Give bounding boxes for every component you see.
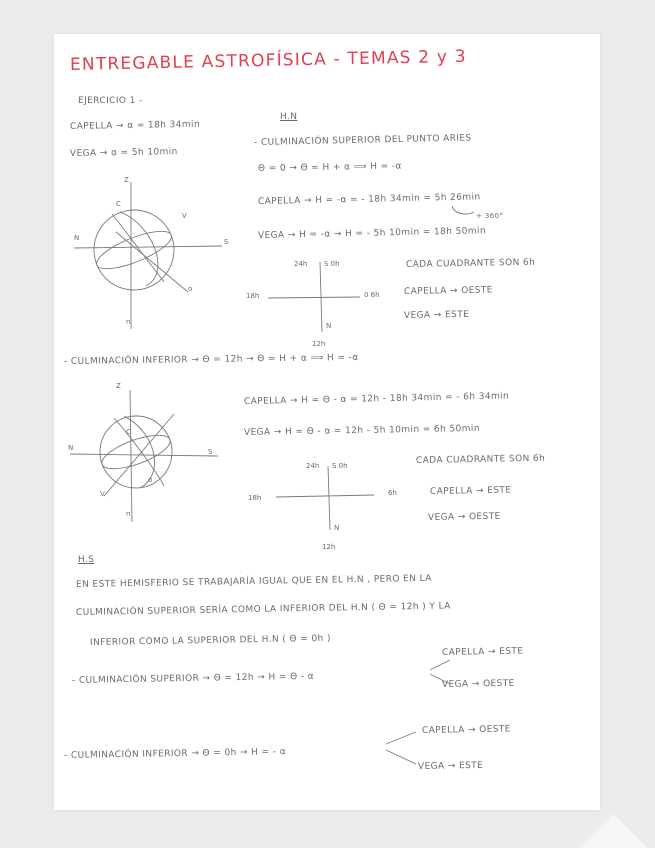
lower-culmination: - CULMINACIÓN INFERIOR → Θ = 12h → Θ = H + α ⟹ H = -α [63,352,359,367]
celestial-sphere-lower [68,382,218,522]
page-title: ENTREGABLE ASTROFÍSICA - TEMAS 2 y 3 [69,46,467,75]
axes-left-label: 18h [246,292,260,300]
observer-label: o [188,285,193,293]
axes2-left-label: 18h [248,494,262,502]
lower-quadrant-note: CADA CUADRANTE SON 6h [415,453,546,466]
branch-arrows-lower [386,732,416,764]
axes-top-label: 24h [294,260,308,268]
capella-label-2: C [126,428,131,436]
hs-paragraph-line-2: CULMINACIÓN SUPERIOR SERÍA COMO LA INFERIOR DEL H.N ( Θ = 12h ) Y LA [75,601,451,618]
vega-label-2: V [100,490,105,498]
upper-capella-direction: CAPELLA → OESTE [403,285,493,297]
axes2-bottom-n-label: N [334,524,340,532]
north-label: N [74,234,80,242]
axes-top-right-label: S 0h [324,260,340,268]
axes-bottom-n-label: N [326,322,332,330]
upper-plus-360: + 360° [476,212,504,220]
axes2-right-label: 6h [388,489,397,497]
branch-arrows-upper [430,660,450,684]
hs-lower-vega: VEGA → ESTE [417,760,484,772]
hn-heading: H.N [280,112,298,122]
south-label-2: S [208,448,213,456]
north-label-2: N [68,444,74,452]
zenith-label-2: Z [116,382,121,390]
observer-label-2: o [148,476,153,484]
lower-vega-direction: VEGA → OESTE [427,511,501,523]
celestial-sphere-upper [74,176,229,329]
lower-capella-calc: CAPELLA → H = Θ - α = 12h - 18h 34min = - 6h 34min [243,391,510,407]
hs-upper-culmination: - CULMINACIÓN SUPERIOR → Θ = 12h → H = Θ - α [71,671,315,686]
axes2-bottom-label: 12h [322,543,336,551]
nadir-label-2: n [126,510,131,518]
lower-vega-calc: VEGA → H = Θ - α = 12h - 5h 10min = 6h 50min [243,423,480,438]
hs-upper-capella: CAPELLA → ESTE [441,646,524,658]
hand-drawn-diagrams [54,34,600,810]
upper-quadrant-note: CADA CUADRANTE SON 6h [405,257,536,270]
axes2-top-right-label: S 0h [332,462,348,470]
hs-paragraph-line-3: INFERIOR COMO LA SUPERIOR DEL H.N ( Θ = 0h ) [89,633,331,648]
lower-capella-direction: CAPELLA → ESTE [429,485,512,497]
bracket-plus-360 [452,206,474,214]
hs-lower-capella: CAPELLA → OESTE [421,724,511,736]
axes-right-label: 0 6h [364,291,380,299]
upper-vega-direction: VEGA → ESTE [403,309,470,321]
hour-axes-upper [246,260,380,348]
zenith-label: Z [124,176,129,184]
vega-label: V [182,212,187,220]
hs-paragraph-line-1: EN ESTE HEMISFERIO SE TRABAJARÍA IGUAL QUE EN EL H.N , PERO EN LA [75,573,432,590]
south-label: S [224,238,229,246]
upper-equation: Θ = 0 → Θ = H + α ⟹ H = -α [257,161,402,174]
hour-axes-lower [248,462,397,551]
upper-vega-calc: VEGA → H = -α → H = - 5h 10min = 18h 50min [257,226,487,241]
hs-lower-culmination: - CULMINACIÓN INFERIOR → Θ = 0h → H = - α [63,747,287,761]
capella-coordinate: CAPELLA → α = 18h 34min [69,119,201,132]
axes-bottom-label: 12h [312,340,326,348]
upper-capella-calc: CAPELLA → H = -α = - 18h 34min = 5h 26min [257,192,481,207]
exercise-heading: EJERCICIO 1 - [78,96,143,106]
vega-coordinate: VEGA → α = 5h 10min [69,147,178,159]
page-corner-decoration [579,814,647,848]
hs-heading: H.S [78,555,95,565]
hs-upper-vega: VEGA → OESTE [441,678,515,690]
nadir-label: n [126,318,131,326]
axes2-top-label: 24h [306,462,320,470]
upper-culmination-aries: - CULMINACIÓN SUPERIOR DEL PUNTO ARIES [253,133,472,148]
capella-label: C [116,200,121,208]
notebook-page [54,34,600,810]
